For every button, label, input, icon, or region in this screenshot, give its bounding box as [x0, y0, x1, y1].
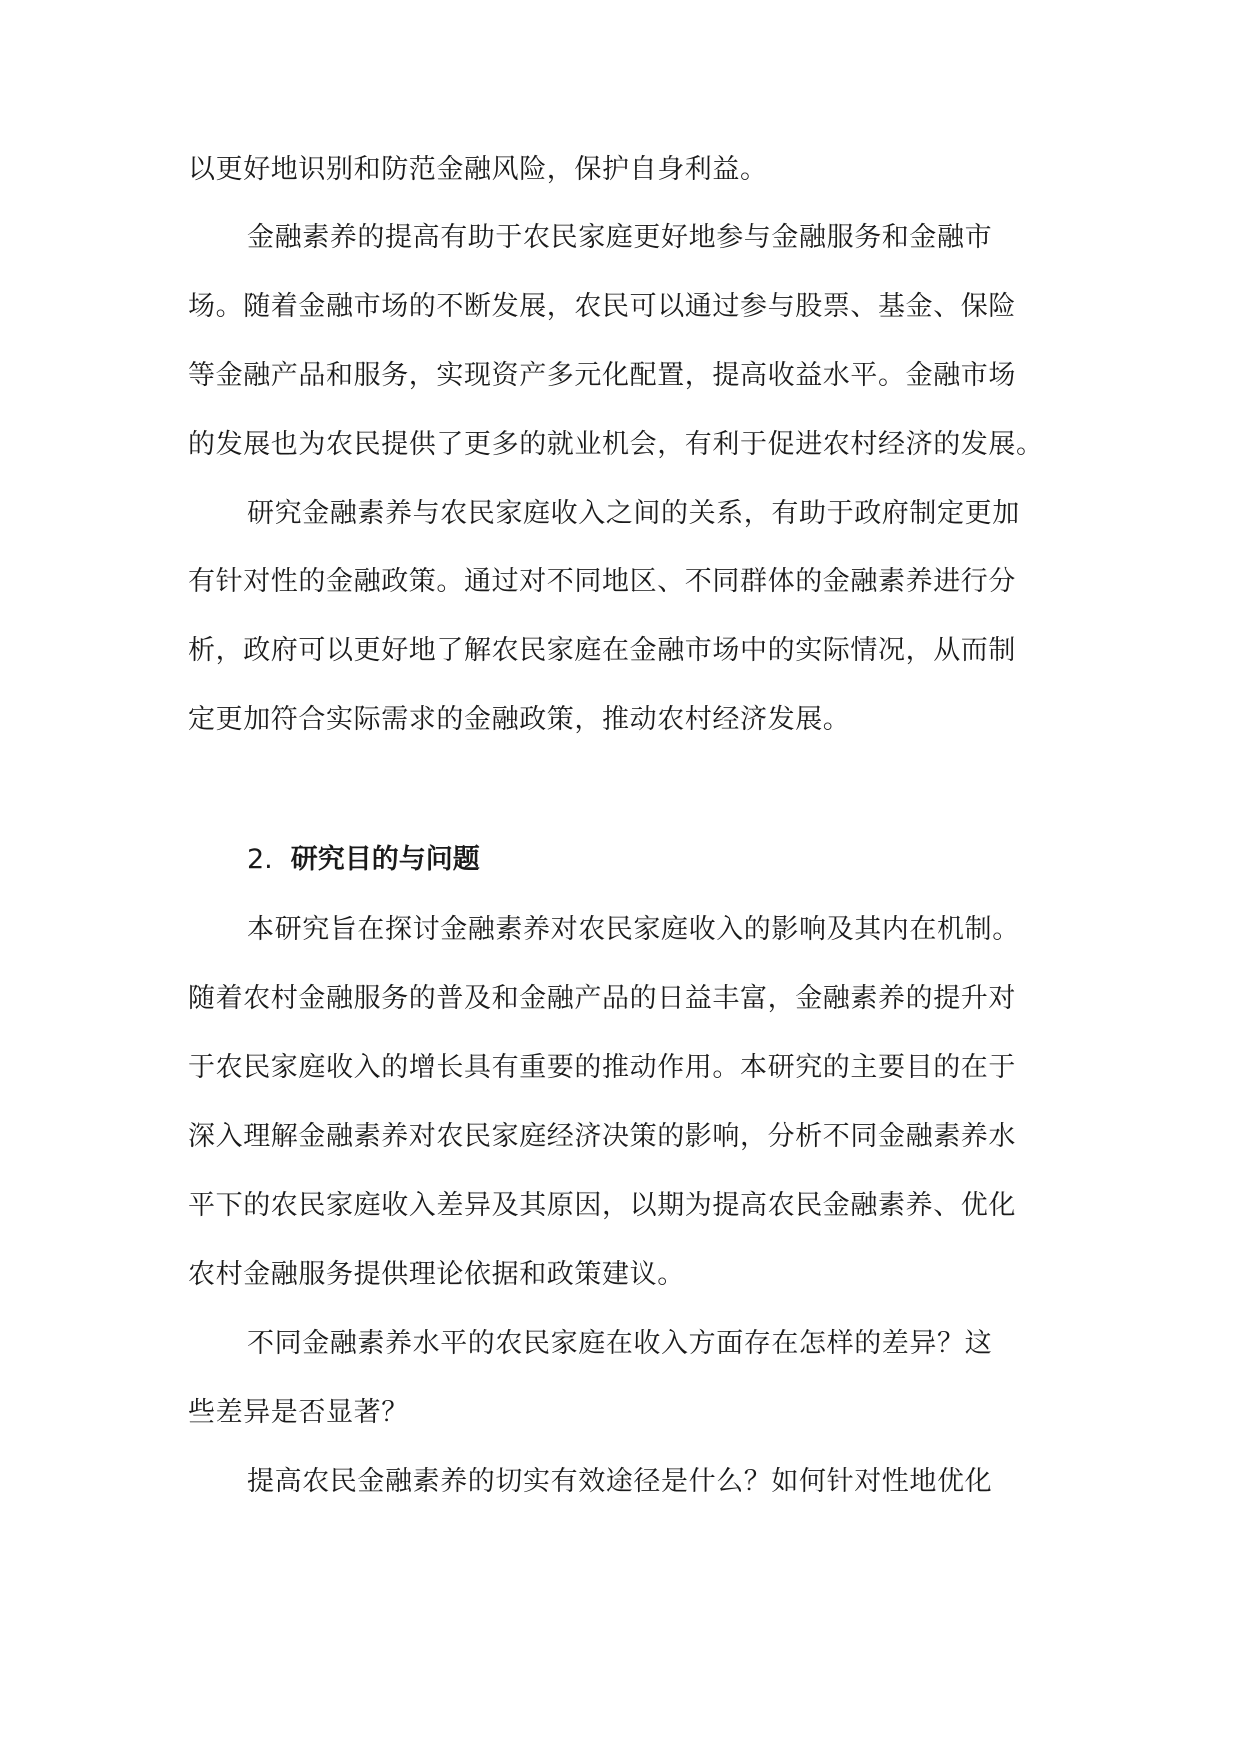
paragraph-line: 不同金融素养水平的农民家庭在收入方面存在怎样的差异？这 — [247, 1328, 993, 1359]
paragraph-line: 的发展也为农民提供了更多的就业机会，有利于促进农村经济的发展。 — [188, 429, 1044, 460]
paragraph-line: 随着农村金融服务的普及和金融产品的日益丰富，金融素养的提升对 — [188, 983, 1016, 1014]
paragraph-line: 本研究旨在探讨金融素养对农民家庭收入的影响及其内在机制。 — [247, 914, 1020, 945]
paragraph-line: 场。随着金融市场的不断发展，农民可以通过参与股票、基金、保险 — [188, 291, 1016, 322]
section-number: 2. — [247, 844, 273, 875]
section-heading — [247, 840, 480, 880]
paragraph-line: 等金融产品和服务，实现资产多元化配置，提高收益水平。金融市场 — [188, 360, 1016, 391]
paragraph-line: 深入理解金融素养对农民家庭经济决策的影响，分析不同金融素养水 — [188, 1121, 1016, 1152]
paragraph-line: 定更加符合实际需求的金融政策，推动农村经济发展。 — [188, 704, 851, 735]
paragraph-line: 有针对性的金融政策。通过对不同地区、不同群体的金融素养进行分 — [188, 566, 1016, 597]
paragraph-line: 以更好地识别和防范金融风险，保护自身利益。 — [188, 154, 768, 185]
section-title: 研究目的与问题 — [290, 844, 480, 875]
paragraph-line: 于农民家庭收入的增长具有重要的推动作用。本研究的主要目的在于 — [188, 1052, 1016, 1083]
paragraph-line: 析，政府可以更好地了解农民家庭在金融市场中的实际情况，从而制 — [188, 635, 1016, 666]
paragraph-line: 研究金融素养与农民家庭收入之间的关系，有助于政府制定更加 — [247, 498, 1020, 529]
paragraph-line: 农村金融服务提供理论依据和政策建议。 — [188, 1259, 685, 1290]
paragraph-line: 平下的农民家庭收入差异及其原因，以期为提高农民金融素养、优化 — [188, 1190, 1016, 1221]
paragraph-line: 些差异是否显著？ — [188, 1397, 409, 1428]
paragraph-line: 金融素养的提高有助于农民家庭更好地参与金融服务和金融市 — [247, 222, 993, 253]
paragraph-line: 提高农民金融素养的切实有效途径是什么？如何针对性地优化 — [247, 1466, 993, 1497]
